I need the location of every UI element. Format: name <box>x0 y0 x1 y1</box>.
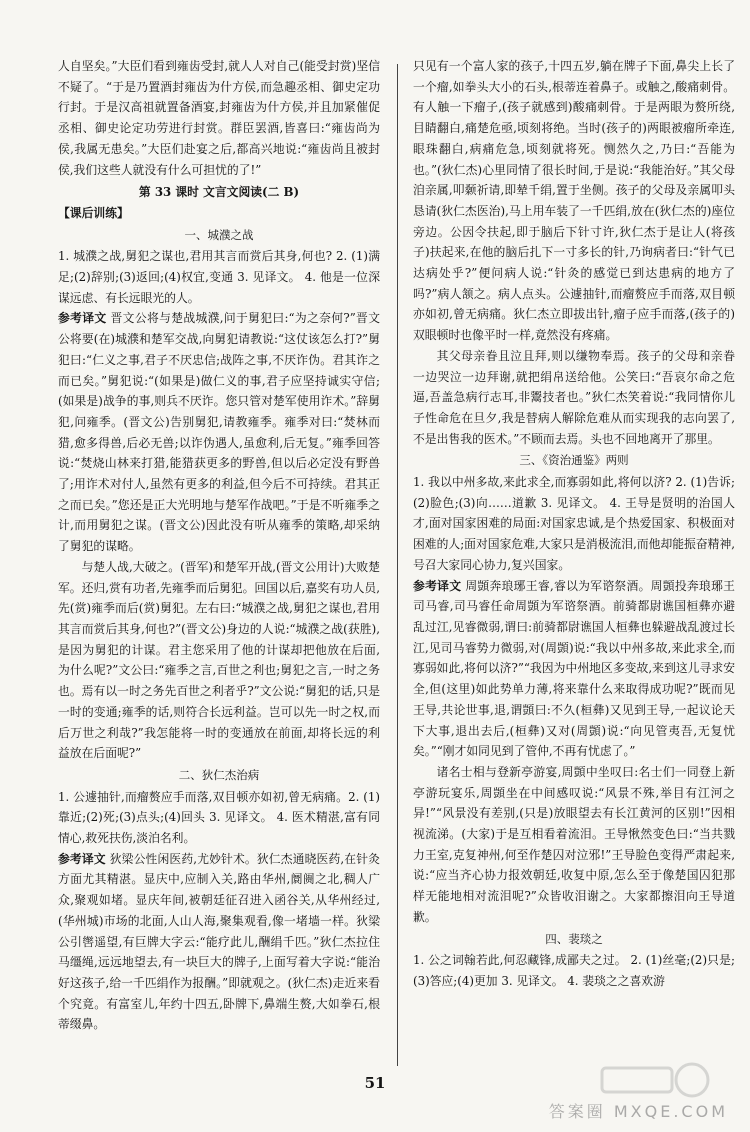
translation-1-text: 晋文公将与楚战城濮,问于舅犯曰:“为之奈何?”晋文公将要(在)城濮和楚军交战,向舅犯请教说:“这仗该怎么打?”舅犯曰:“仁义之事,君子不厌忠信;战阵之事,不厌诈伪。君其诈之而已矣。”舅犯说:“(如果是)做仁义的事,君子应坚持诚实守信;(如果是)战争的事,则兵不厌诈。您只管对楚军使用诈术。”辞舅犯,问雍季。(晋文公)告别舅犯,请教雍季。雍季对曰:“焚林而猎,愈多得兽,后必无兽;以诈伪遇人,虽愈利,后无复。”雍季回答说:“焚烧山林来打猎,能猎获更多的野兽,但以后必定没有野兽了;用诈术对付人,虽然有更多的利益,但今后不可持续。君其正之而已矣。”您还是正大光明地与楚军作战吧。”于是不听雍季之计,而用舅犯之谋。(晋文公)因此没有听从雍季的策略,却采纳了舅犯的谋略。 <box>58 311 380 554</box>
left-column <box>58 56 380 1071</box>
heading-1: 一、城濮之战 <box>184 227 254 242</box>
translation-label-2: 参考译文 <box>58 851 106 866</box>
watermark-text: 答案圈 MXQE.COM <box>548 1102 728 1121</box>
lesson-title: 第 33 课时 文言文阅读(二 B) <box>138 185 300 200</box>
translation-label-3: 参考译文 <box>413 578 462 593</box>
page-number: 51 <box>364 1074 386 1092</box>
answers-2: 1. 公遽抽针,而瘤赘应手而落,双目顿亦如初,曾无病痛。2. (1)靠近;(2)死;(3)点头;(4)回头 3. 见译文。 4. 医术精湛,富有同情心,救死扶伤,淡泊名利。 <box>58 789 380 846</box>
translation-2 <box>58 849 380 1035</box>
translation-2-text: 狄梁公性闲医药,尤妙针术。狄仁杰通晓医药,在针灸方面尤其精湛。显庆中,应制入关,路由华州,阛阓之北,稠人广众,聚观如堵。显庆年间,被朝廷征召进入函谷关,从华州经过,(华州城)市场的北面,人山人海,聚集观看,像一堵墙一样。狄梁公引辔遥望,有巨牌大字云:“能疗此儿,酬绢千匹。”狄仁杰拉住马缰绳,远远地望去,有一块巨大的牌子,上面写着大字说:“能治好这孩子,给一千匹绢作为报酬。”即就观之。(狄仁杰)走近来看个究竟。有富室儿,年约十四五,卧牌下,鼻端生赘,大如拳石,根蒂缀鼻。 <box>58 851 380 1032</box>
translation-label-1: 参考译文 <box>58 311 107 326</box>
heading-4: 四、裴琰之 <box>545 931 603 946</box>
heading-3: 三、《资治通鉴》两则 <box>519 453 629 468</box>
heading-2: 二、狄仁杰治病 <box>178 767 260 782</box>
translation-3b: 诸名士相与登新亭游宴,周顗中坐叹曰:名士们一同登上新亭游玩宴乐,周顗坐在中间感叹说:“风景不殊,举目有江河之异!”“风景没有差别,(只是)放眼望去有长江黄河的区别!”因相视流涕。(大家)于是互相看着流泪。王导愀然变色曰:“当共戮力王室,克复神州,何至作楚囚对泣邪!”王导脸色变得严肃起来,说:“应当齐心协力报效朝廷,收复中原,怎么至于像楚国囚犯那样无能地相对流泪呢?”众皆收泪谢之。大家都擦泪向王导道歉。 <box>413 764 735 924</box>
translation-1b: 与楚人战,大破之。(晋军)和楚军开战,(晋文公用计)大败楚军。还归,赏有功者,先雍季而后舅犯。回国以后,嘉奖有功人员,先(赏)雍季而后(赏)舅犯。左右曰:“城濮之战,舅犯之谋也,君用其言而赏后其身,何也?”(晋文公)身边的人说:“城濮之战(获胜),是因为舅犯的计谋。君主您采用了他的计谋却把他放在后面,为什么呢?”文公曰:“雍季之言,百世之利也;舅犯之言,一时之务也。焉有以一时之务先百世之利者乎?”文公说:“舅犯的话,只是一时的变通;雍季的话,则符合长远利益。岂可以先一时之权,而后万世之利哉?”我怎能将一时的变通放在前面,却将长远的利益放在后面呢?” <box>58 559 380 761</box>
answers-3: 1. 我以中州多故,来此求全,而寡弱如此,将何以济? 2. (1)告诉;(2)脸色;(3)向……道歉 3. 见译文。 4. 王导是贤明的治国人才,面对国家困难的局面:对国家忠诚,是个热爱国家、积极面对困难的人;面对国家危难,大家只是消极流泪,而他却能振奋精神,号召大家同心协力,复兴国家。 <box>413 475 735 572</box>
translation-2-end: 其父母亲眷且泣且拜,则以缣物奉焉。孩子的父母和亲眷一边哭泣一边拜谢,就把绢帛送给他。公笑曰:“吾哀尔命之危逼,吾盖急病行志耳,非鬻技者也。”狄仁杰笑着说:“我同情你儿子性命危在旦夕,我是替病人解除危难从而实现我的志向罢了,不是出售我的医术。”不顾而去焉。头也不回地离开了那里。 <box>413 348 735 446</box>
answers-1: 1. 城濮之战,舅犯之谋也,君用其言而赏后其身,何也? 2. (1)满足;(2)辞别;(3)返回;(4)权宜,变通 3. 见译文。 4. 他是一位深谋远虑、有长远眼光的人。 <box>58 249 380 305</box>
column-divider <box>397 64 398 1066</box>
right-column <box>413 56 735 1071</box>
answers-4: 1. 公之词翰若此,何忍藏锋,成鄙夫之过。 2. (1)丝毫;(2)只是;(3)答应;(4)更加 3. 见译文。 4. 裴琰之之喜欢游 <box>413 953 735 988</box>
translation-2-cont: 只见有一个富人家的孩子,十四五岁,躺在牌子下面,鼻尖上长了一个瘤,如拳头大小的石头,根蒂连着鼻子。或触之,酸痛刺骨。有人触一下瘤子,(孩子就感到)酸痛刺骨。于是两眼为赘所绕,目睛翻白,痛楚危亟,顷刻将绝。当时(孩子的)两眼被瘤所牵连,眼珠翻白,病痛危急,顷刻就将死。恻然久之,乃曰:“吾能为也。”(狄仁杰)心里同情了很长时间,于是说:“我能治好。”其父母洎亲属,叩颡祈请,即辇千绢,置于坐侧。孩子的父母及亲属叩头恳请(狄仁杰医治),马上用车装了一千匹绢,放在(狄仁杰的)座位旁边。公因令扶起,即于脑后下针寸许,狄仁杰于是让人(将孩子)扶起来,在他的脑后扎下一寸多长的针,乃询病者曰:“针气已达病处乎?”便问病人说:“针灸的感觉已到达患病的地方了吗?”病人颔之。病人点头。公遽抽针,而瘤赘应手而落,双目顿亦如初,曾无病痛。狄仁杰立即拔出针,瘤子应手而落,(孩子的)双眼顿时也像平时一样,竟然没有疼痛。 <box>413 59 735 343</box>
section-tag: 【课后训练】 <box>58 205 129 220</box>
translation-3-text: 周顗奔琅琊王睿,睿以为军谘祭酒。周顗投奔琅琊王司马睿,司马睿任命周顗为军谘祭酒。前骑都尉谯国桓彝亦避乱过江,见睿微弱,谓曰:前骑都尉谯国人桓彝也躲避战乱渡过长江,见司马睿势力微弱,对(周顗)说:“我以中州多故,来此求全,而寡弱如此,将何以济?”“我因为中州地区多变故,来到这儿寻求安全,但(这里)如此势单力薄,将来靠什么来取得成功呢?”既而见王导,共论世事,退,谓顗曰:不久(桓彝)又见到王导,一起议论天下大事,退出去后,(桓彝)又对(周顗)说:“向见管夷吾,无复忧矣。”“刚才如同见到了管仲,不再有忧虑了。” <box>413 578 735 759</box>
intro-text: 人自坚矣。”大臣们看到雍齿受封,就人人对自己(能受封赏)坚信不疑了。“于是乃置酒封雍齿为什方侯,而急趣丞相、御史定功行封。于是汉高祖就置备酒宴,封雍齿为什方侯,并且加紧催促丞相、御史论定功劳进行封赏。群臣罢酒,皆喜曰:“雍齿尚为侯,我属无患矣。”大臣们赴宴之后,都高兴地说:“雍齿尚且被封侯,我们这些人就没有什么可担忧的了!” <box>58 59 380 177</box>
translation-1 <box>58 308 380 556</box>
translation-3 <box>413 576 735 762</box>
